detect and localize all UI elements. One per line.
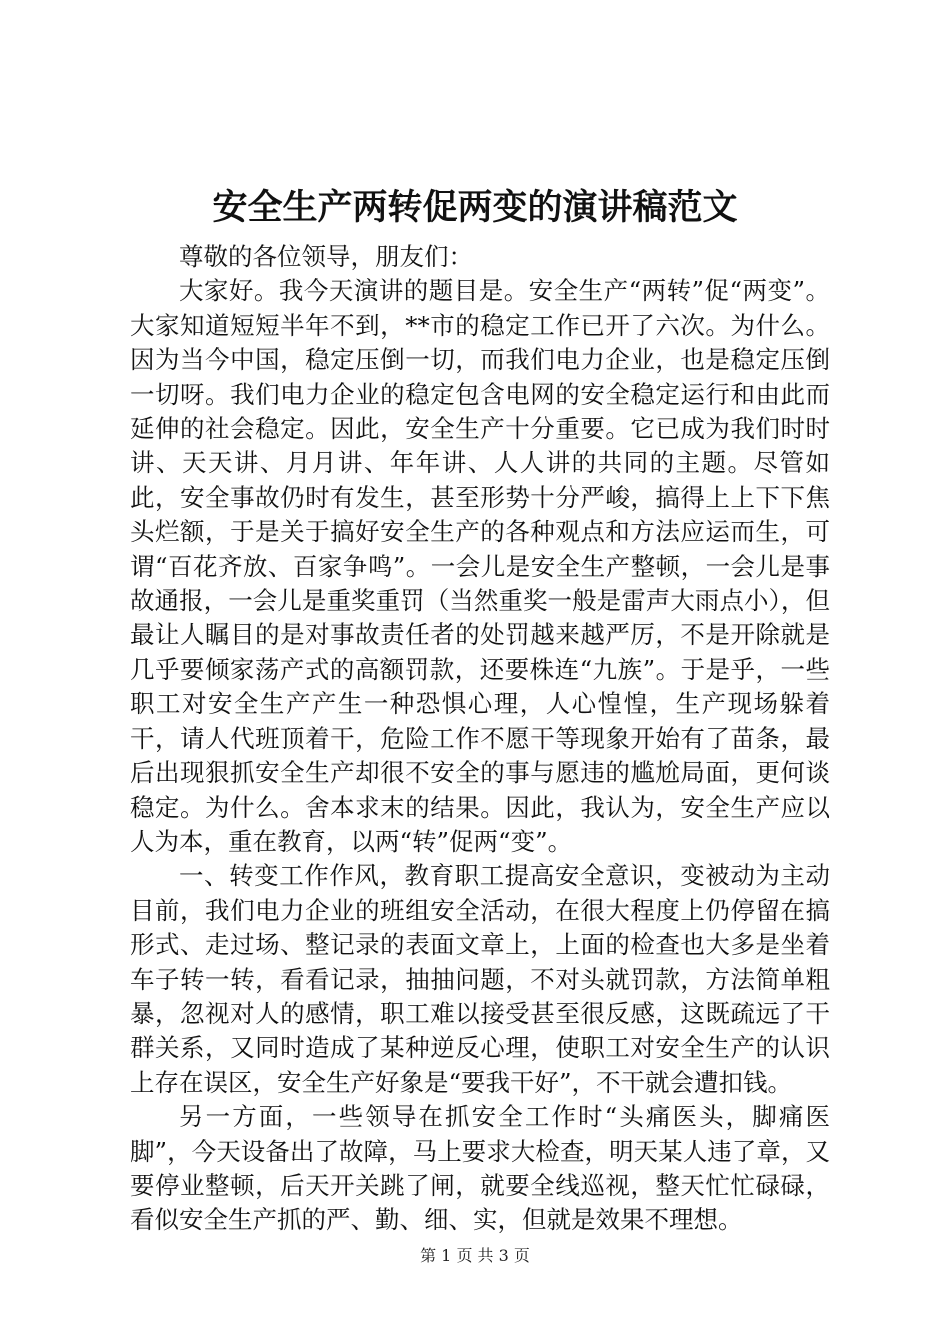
document-body bbox=[130, 240, 830, 1238]
page-number-footer: 第 1 页 共 3 页 bbox=[420, 1246, 530, 1265]
salutation-paragraph: 尊敬的各位领导，朋友们： bbox=[179, 242, 473, 271]
body-paragraph: 另一方面，一些领导在抓安全工作时“头痛医头，脚痛医脚”，今天设备出了故障，马上要求大检查，明天某人违了章，又要停业整顿，后天开关跳了闸，就要全线巡视，整天忙忙碌碌，看似安全生产抓的严、勤、细、实，但就是效果不理想。 bbox=[130, 1102, 830, 1235]
body-paragraph: 大家好。我今天演讲的题目是。安全生产“两转”促“两变”。大家知道短短半年不到，**市的稳定工作已开了六次。为什么。因为当今中国，稳定压倒一切，而我们电力企业，也是稳定压倒一切呀。我们电力企业的稳定包含电网的安全稳定运行和由此而延伸的社会稳定。因此，安全生产十分重要。它已成为我们时时讲、天天讲、月月讲、年年讲、人人讲的共同的主题。尽管如此，安全事故仍时有发生，甚至形势十分严峻，搞得上上下下焦头烂额，于是关于搞好安全生产的各种观点和方法应运而生，可谓“百花齐放、百家争鸣”。一会儿是安全生产整顿，一会儿是事故通报，一会儿是重奖重罚（当然重奖一般是雷声大雨点小），但最让人瞩目的是对事故责任者的处罚越来越严厉，不是开除就是几乎要倾家荡产式的高额罚款，还要株连“九族”。于是乎，一些职工对安全生产产生一种恐惧心理，人心惶惶，生产现场躲着干，请人代班顶着干，危险工作不愿干等现象开始有了苗条，最后出现狠抓安全生产却很不安全的事与愿违的尴尬局面，更何谈稳定。为什么。舍本求末的结果。因此，我认为，安全生产应以人为本，重在教育，以两“转”促两“变”。 bbox=[130, 276, 830, 856]
document-title: 安全生产两转促两变的演讲稿范文 bbox=[212, 187, 738, 228]
body-paragraph: 一、转变工作作风，教育职工提高安全意识，变被动为主动目前，我们电力企业的班组安全活动，在很大程度上仍停留在搞形式、走过场、整记录的表面文章上，上面的检查也大多是坐着车子转一转，看看记录，抽抽问题，不对头就罚款，方法简单粗暴，忽视对人的感情，职工难以接受甚至很反感，这既疏远了干群关系，又同时造成了某种逆反心理，使职工对安全生产的认识上存在误区，安全生产好象是“要我干好”，不干就会遭扣钱。 bbox=[130, 861, 830, 1097]
